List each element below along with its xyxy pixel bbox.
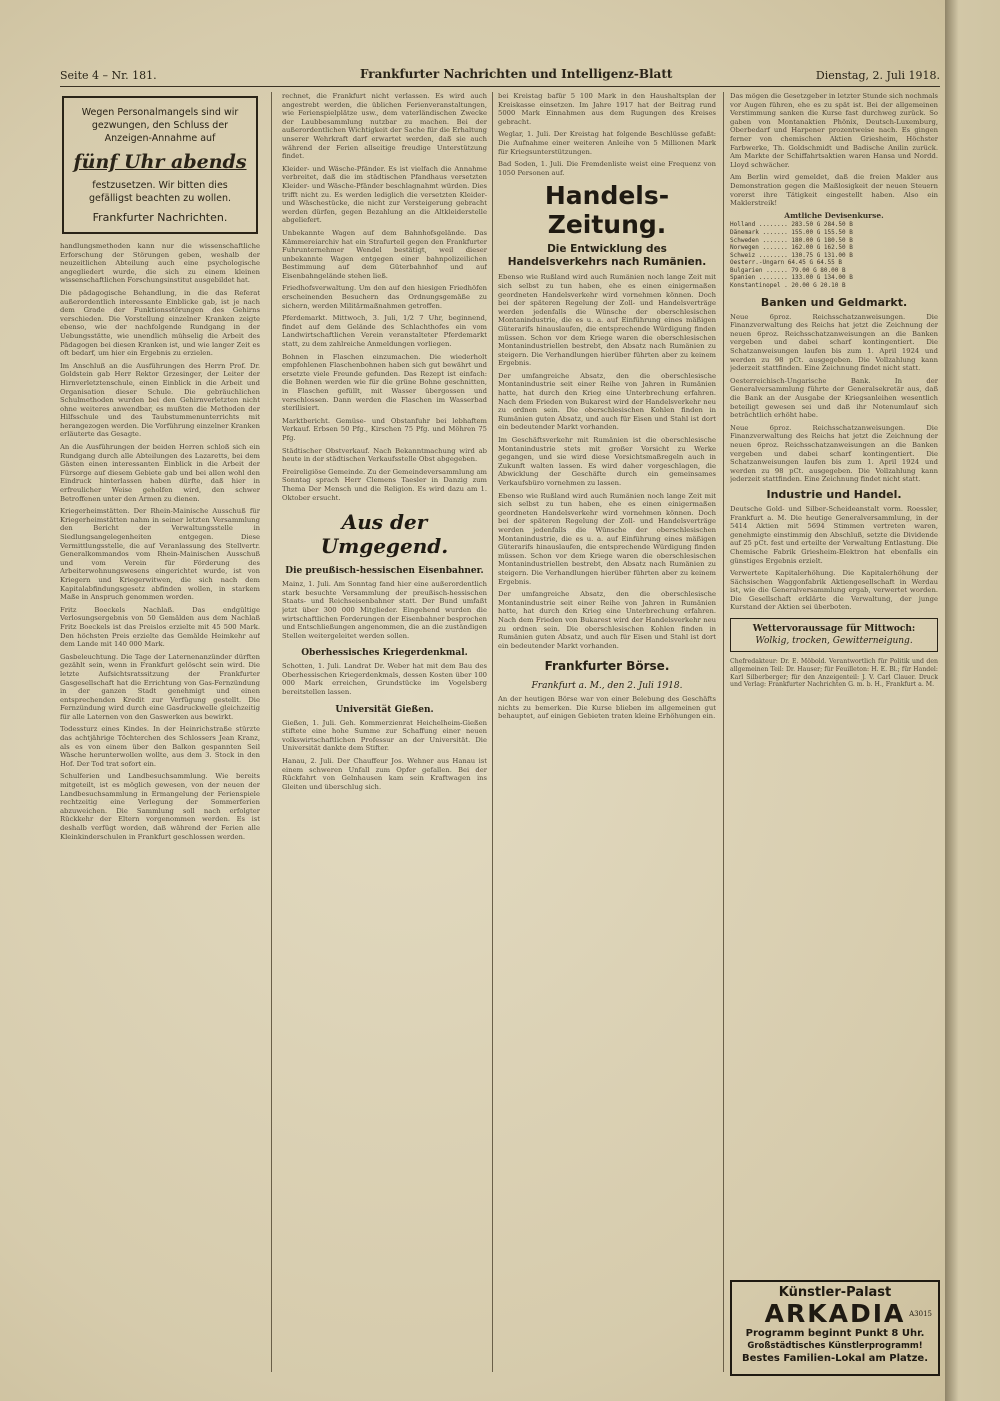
article-paragraph: Das mögen die Gesetzgeber in letzter Stunde sich nochmals vor Augen führen, ehe es zu spät ist. Bei der allgemeinen Verstimmung sanken die Kurse fast durchweg zurück. So gaben von Montanaktien Phönix, Deutsch-Luxemburg, Oberbedarf und Harpener prozentweise nach. Es gingen ferner von chemischen Aktien Griesheim, Höchster Farbwerke, Th. Goldschmidt und Badische Anilin zurück. Am Markte der Schiffahrtsaktien waren Hansa und Nordd. Lloyd schwächer. — [730, 92, 938, 169]
section-heading: Aus der Umgegend. — [320, 510, 449, 559]
column-divider — [271, 92, 272, 1372]
article-heading: Die Entwicklung des Handelsverkehrs nach Rumänien. — [507, 243, 707, 269]
article-paragraph: bei Kreistag bafür 5 100 Mark in den Haushaltsplan der Kreiskasse einsetzen. Im Jahre 1917 hat der Beitrag rund 5000 Mark Einnahmen aus dem Rugungen des Kreises gebracht. — [498, 92, 716, 126]
article-paragraph: Hanau, 2. Juli. Der Chauffeur Jos. Wehner aus Hanau ist einem schweren Unfall zum Opfer gefallen. Bei der Rückfahrt von Gelnhausen kam sein Kraftwagen ins Gleiten und überschlug sich. — [282, 757, 487, 791]
section-heading: Banken und Geldmarkt. — [760, 295, 908, 309]
ad-name: ARKADIA — [764, 1299, 906, 1328]
imprint: Chefredakteur: Dr. E. Möbold. Verantwortlich für Politik und den allgemeinen Teil: Dr. Hauser; für Feuilleton: H. E. Bl.; für Handel: Karl Silberberger; für den Anzeigenteil: J. V. Carl Clauer. Druck und Verlag: Frankfurter Nachrichten G. m. b. H., Frankfurt a. M. — [730, 658, 938, 689]
article-paragraph: Gießen, 1. Juli. Geh. Kommerzienrat Heichelheim-Gießen stiftete eine hohe Summe zur Schaffung einer neuen volkswirtschaftlichen Professur an der Universität. Die Universität dankte dem Stifter. — [282, 718, 487, 753]
exchange-rate-table — [730, 212, 938, 290]
article-heading: Die preußisch-hessischen Eisenbahner. — [285, 566, 484, 577]
article-paragraph: Die pädagogische Behandlung, in die das Referat außerordentlich interessante Einblicke gab, ist je nach dem Grade der Funktionsstörungen des Gehirns verschieden. Die Vorstellung einzelner Kranken zeigte ebenso, wie der nachfolgende Rundgang in der Uebungsstätte, wie unendlich mühselig die Arbeit des Pädagogen bei diesen Kranken ist, und wie langer Zeit es oft bedarf, um hier ein Ergebnis zu erzielen. — [60, 288, 260, 358]
article-paragraph: Im Geschäftsverkehr mit Rumänien ist die oberschlesische Montanindustrie stets mit großer Vorsicht zu Werke gegangen, und sie wird diese Vorsichtsmaßregeln auch in Zukunft walten lassen. Es wird daher vorgeschlagen, die Abwicklung der Geschäfte durch ein gemeinsames Verkaufsbüro vornehmen zu lassen. — [498, 436, 716, 487]
ad-code: A3015 — [909, 1310, 932, 1318]
article-paragraph: Bad Soden, 1. Juli. Die Fremdenliste weist eine Frequenz von 1050 Personen auf. — [498, 160, 716, 177]
article-paragraph: Ebenso wie Rußland wird auch Rumänien noch lange Zeit mit sich selbst zu tun haben, ehe es einen einigermaßen geordneten Handelsverkehr wird vornehmen können. Doch bei der späteren Regelung der Zoll- und Handelsverträge werden jedenfalls die Wünsche der oberschlesischen Montanindustrie, die es u. a. auf Einführung eines mäßigen Güterarifs hinauslaufen, die entsprechende Würdigung finden müssen. Schon vor dem Kriege waren die oberschlesischen Montanindustriellen bestrebt, den Absatz nach Rumänien zu steigern. Die Verhandlungen hierüber führten aber zu keinem Ergebnis. — [498, 491, 716, 586]
issue-date: Dienstag, 2. Juli 1918. — [815, 69, 940, 82]
notice-text: festzusetzen. Wir bitten dies gefälligst beachten zu wollen. — [88, 180, 231, 204]
article-paragraph: Todessturz eines Kindes. In der Heinrichstraße stürzte das achtjährige Töchterchen des Schlossers Jean Kranz, als es von einem über den Balkon gespannten Seil Wäsche herunterwollen wollte, aus dem 3. Stock in den Hof. Der Tod trat sofort ein. — [60, 725, 260, 768]
column-4 — [730, 92, 938, 1272]
article-paragraph: handlungsmethoden kann nur die wissenschaftliche Erforschung der Störungen geben, weshalb der neuzeitlichen Abteilung auch eine psychologische angegliedert wurde, die sich zu einem kleinen wissenschaftlichen Forschungsinstitut ausgebildet hat. — [60, 242, 260, 285]
article-paragraph: Städtischer Obstverkauf. Nach Bekanntmachung wird ab heute in der städtischen Verkaufsstelle Obst abgegeben. — [282, 446, 487, 464]
article-paragraph: Oesterreichisch-Ungarische Bank. In der Generalversammlung führte der Generalsekretär aus, daß die Bank an der Ausgabe der Kriegsanleihen wesentlich beteiligt gewesen sei und daß ihr Notenumlauf sich beträchtlich erhöht habe. — [730, 376, 938, 420]
article-paragraph: Freireligiöse Gemeinde. Zu der Gemeindeversammlung am Sonntag sprach Herr Clemens Taesler in Danzig zum Thema Der Mensch und die Religion. Es wird dazu am 1. Oktober ersucht. — [282, 467, 487, 502]
article-heading: Oberhessisches Kriegerdenkmal. — [301, 648, 468, 659]
article-paragraph: Deutsche Gold- und Silber-Scheideanstalt vorm. Roessler, Frankfurt a. M. Die heutige Generalversammlung, in der 5414 Aktien mit 5694 Stimmen vertreten waren, genehmigte einstimmig den Abschluß, setzte die Dividende auf 25 pCt. fest und erteilte der Verwaltung Entlastung. Die Chemische Fabrik Griesheim-Elektron hat ebenfalls ein günstiges Ergebnis erzielt. — [730, 504, 938, 565]
article-paragraph: An die Ausführungen der beiden Herren schloß sich ein Rundgang durch alle Abteilungen des Lazaretts, bei dem Gästen einen interessanten Einblick in die Arbeit der Fürsorge auf diesem Gebiete gab und bei allen wohl den Eindruck hinterlassen haben dürfte, daß hier in erfreulicher Weise geholfen wird, den schwer Betroffenen unter den Armen zu dienen. — [60, 443, 260, 503]
table-row: Spanien ........ 133.00 G 134.00 B — [730, 274, 853, 282]
ad-line: Großstädtisches Künstlerprogramm! — [747, 1341, 923, 1351]
arkadia-advertisement — [730, 1280, 940, 1376]
article-paragraph: Friedhofsverwaltung. Um den auf den hiesigen Friedhöfen erscheinenden Besuchern das Ordnungsgemäße zu sichern, werden Militärmaßnahmen getroffen. — [282, 284, 487, 310]
article-paragraph: Neue 6proz. Reichsschatzanweisungen. Die Finanzverwaltung des Reichs hat jetzt die Zeichnung der neuen 6proz. Reichsschatzanweisungen an die Banken vergeben und dabei scharf kontingentiert. Die Schatzanweisungen laufen bis zum 1. April 1924 und werden zu 98 pCt. ausgegeben. Die Vollzahlung kann jederzeit stattfinden. Eine Zeichnung findet nicht statt. — [730, 312, 938, 373]
article-paragraph: rechnet, die Frankfurt nicht verlassen. Es wird auch angestrebt werden, die üblichen Ferienveranstaltungen, wie Ferienspielplätze usw., dem vaterländischen Zwecke der Laubbesammlung nutzbar zu machen. Bei der außerordentlichen Wichtigkeit der Sache für die Erhaltung unserer Wehrkraft darf erwartet werden, daß sie auch während der Ferien allseitige freudige Unterstützung findet. — [282, 92, 487, 161]
article-paragraph: Pferdemarkt. Mittwoch, 3. Juli, 1/2 7 Uhr, beginnend, findet auf dem Gelände des Schlachthofes ein vom Landwirtschaftlichen Verein veranstalteter Pferdemarkt statt, zu dem zahlreiche Anmeldungen vorliegen. — [282, 314, 487, 349]
weather-forecast: Wolkig, trocken, Gewitterneigung. — [755, 636, 913, 647]
article-paragraph: Ebenso wie Rußland wird auch Rumänien noch lange Zeit mit sich selbst zu tun haben, ehe es einen einigermaßen geordneten Handelsverkehr wird vornehmen können. Doch bei der späteren Regelung der Zoll- und Handelsverträge werden jedenfalls die Wünsche der oberschlesischen Montanindustrie, die es u. a. auf Einführung eines mäßigen Güterarifs hinauslaufen, die entsprechende Würdigung finden müssen. Schon vor dem Kriege waren die oberschlesischen Montanindustriellen bestrebt, den Absatz nach Rumänien zu steigern. Die Verhandlungen hierüber führten aber zu keinem Ergebnis. — [498, 273, 716, 368]
weather-title: Wettervoraussage für Mittwoch: — [752, 624, 916, 635]
article-paragraph: Kriegerheimstätten. Der Rhein-Mainische Ausschuß für Kriegerheimstätten nahm in seiner letzten Versammlung den Bericht der Verwaltungsstelle in Siedlungsangelegenheiten entgegen. Diese Vermittlungsstelle, die auf Veranlassung des Stellvertr. Generalkommandos vom Rhein-Mainischen Ausschuß und vom Verein für Förderung des Arbeiterwohnungswesens eingerichtet wurde, ist von Kriegern und Kriegerwitwen, die sich nach dem Kapitalabfindungsgesetz abfinden wollen, in starkem Maße in Anspruch genommen worden. — [60, 507, 260, 602]
table-row: Schweden ....... 180.00 G 180.50 B — [730, 236, 853, 244]
table-row: Dänemark ....... 155.00 G 155.50 B — [730, 228, 853, 236]
column-1 — [60, 92, 260, 1377]
notice-text: Wegen Personalmangels sind wir gezwungen, den Schluss der Anzeigen-Annahme auf — [81, 107, 239, 144]
dateline: Frankfurt a. M., den 2. Juli 1918. — [531, 681, 683, 692]
section-heading: Handels-Zeitung. — [544, 181, 670, 240]
article-paragraph: Kleider- und Wäsche-Pfänder. Es ist vielfach die Annahme verbreitet, daß die im städtischen Pfandhaus versetzten Kleider- und Wäsche-Pfänder beschlagnahmt würden. Dies trifft nicht zu. Es werden lediglich die versetzten Kleider- und Wäschestücke, die nicht zur Versteigerung gebracht werden dürfen, gegen Bezahlung an die Altkleiderstelle abgeliefert. — [282, 164, 487, 225]
column-2 — [282, 92, 487, 1377]
article-paragraph: Weglar, 1. Juli. Der Kreistag hat folgende Beschlüsse gefaßt: Die Aufnahme einer weiteren Anleihe von 5 Millionen Mark für Kriegsunterstützungen. — [498, 130, 716, 156]
table-row: Holland ........ 283.50 G 284.50 B — [730, 221, 853, 229]
table-row: Schweiz ........ 130.75 G 131.00 B — [730, 251, 853, 259]
column-divider — [723, 92, 724, 1372]
article-paragraph: Marktbericht. Gemüse- und Obstanfuhr bei lebhaftem Verkauf. Erbsen 50 Pfg., Kirschen 75 Pfg. und Möhren 75 Pfg. — [282, 416, 487, 442]
table-title: Amtliche Devisenkurse. — [784, 210, 884, 220]
article-paragraph: An der heutigen Börse war von einer Belebung des Geschäfts nichts zu bemerken. Die Kurse blieben im allgemeinen gut behauptet, auf einigen Gebieten traten kleine Erhöhungen ein. — [498, 695, 716, 721]
ad-title: Künstler-Palast — [778, 1285, 892, 1300]
article-paragraph: Bohnen in Flaschen einzumachen. Die wiederholt empfohlenen Flaschenbohnen haben sich gut bewährt und ersetzte viele Freunde gefunden. Das Rezept ist einfach: die Bohnen werden wie für die grüne Bohne geschnitten, in Flaschen gefüllt, mit Wasser übergossen und verschlossen. Dann werden die Flaschen im Wasserbad sterilisiert. — [282, 352, 487, 413]
article-paragraph: Der umfangreiche Absatz, den die oberschlesische Montanindustrie seit einer Reihe von Jahren in Rumänien hatte, hat durch den Krieg eine Unterbrechung erfahren. Nach dem Frieden von Bukarest wird der Handelsverkehr neu zu ordnen sein. Die oberschlesischen Kohlen finden in Rumänien guten Absatz, und auch für Eisen und Stahl ist dort ein bedeutender Markt vorhanden. — [498, 590, 716, 650]
table-row: Konstantinopel . 20.00 G 20.10 B — [730, 282, 846, 290]
page-header — [60, 66, 940, 86]
table-row: Norwegen ....... 162.00 G 162.50 B — [730, 244, 853, 252]
article-paragraph: Schotten, 1. Juli. Landrat Dr. Weber hat mit dem Bau des Oberhessischen Kriegerdenkmals, dessen Kosten über 100 000 Mark erreichen, Grundstücke im Vogelsberg bereitstellen lassen. — [282, 662, 487, 697]
article-paragraph: Gasbeleuchtung. Die Tage der Laternenanzünder dürften gezählt sein, wenn in Frankfurt gelöscht sein wird. Die letzte Aufsichtsratssitzung der Frankfurter Gasgesellschaft hat die Errichtung von Gas-Fernzündung in der ganzen Stadt genehmigt und einen entsprechenden Kredit zur Verfügung gestellt. Die Fernzündung wird durch eine Gasdruckwelle gleichzeitig für alle Laternen von den Gaswerken aus bewirkt. — [60, 652, 260, 721]
page-binding — [945, 0, 1000, 1401]
article-paragraph: Unbekannte Wagen auf dem Bahnhofsgelände. Das Kämmereiarchiv hat ein Strafurteil gegen den Frankfurter Fuhrunternehmer Wendel bestätigt, weil dieser unbekannte Wagen entgegen einer bahnpolizeilichen Bestimmung auf dem Güterbahnhof und auf Eisenbahngelände stehen ließ. — [282, 228, 487, 280]
ad-footer: Bestes Familien-Lokal am Platze. — [742, 1353, 928, 1364]
article-heading: Universität Gießen. — [335, 704, 434, 715]
article-paragraph: Im Anschluß an die Ausführungen des Herrn Prof. Dr. Goldstein gab Herr Rektor Grzesinger, der Leiter der Hirnverletztenschule, einen Einblick in die Arbeit und Organisation dieser Schule. Die gebräuchlichen Schulmethoden wurden bei den Gehirnverletzten nicht ohne weiteres anwendbar, es mußten die Methoden der Hilfsschule und des Taubstummenunterrichts mit herangezogen werden. Die Vorführung einzelner Kranken erläuterte das Gesagte. — [60, 361, 260, 439]
article-paragraph: Fritz Boeckels Nachlaß. Das endgültige Verlosungsergebnis von 50 Gemälden aus dem Nachlaß Fritz Boeckels ist das Preislos erzielte mit 45 500 Mark. Den höchsten Preis erzielte das Gemälde Heimkehr auf dem Lande mit 140 000 Mark. — [60, 605, 260, 649]
notice-signature: Frankfurter Nachrichten. — [92, 211, 228, 224]
column-divider — [492, 92, 493, 1372]
masthead: Frankfurter Nachrichten und Intelligenz-Blatt — [360, 67, 673, 81]
weather-box — [730, 618, 938, 652]
header-rule — [60, 86, 940, 87]
article-paragraph: Mainz, 1. Juli. Am Sonntag fand hier eine außerordentlich stark besuchte Versammlung der preußisch-hessischen Staats- und Reichseisenbahner statt. Der Bund umfaßt jetzt über 300 000 Mitglieder. Eingehend wurden die wirtschaftlichen Forderungen der Eisenbahner besprochen und Entschließungen angenommen, die an die zuständigen Stellen weitergeleitet werden sollen. — [282, 580, 487, 640]
page-number: Seite 4 – Nr. 181. — [60, 69, 157, 82]
table-row: Bulgarien ...... 79.00 G 80.00 B — [730, 266, 846, 274]
column-3 — [498, 92, 716, 1377]
ad-program: Programm beginnt Punkt 8 Uhr. — [745, 1328, 925, 1339]
section-heading: Frankfurter Börse. — [544, 659, 670, 674]
article-paragraph: Neue 6proz. Reichsschatzanweisungen. Die Finanzverwaltung des Reichs hat jetzt die Zeichnung der neuen 6proz. Reichsschatzanweisungen an die Banken vergeben und dabei scharf kontingentiert. Die Schatzanweisungen laufen bis zum 1. April 1924 und werden zu 98 pCt. ausgegeben. Die Vollzahlung kann jederzeit stattfinden. Eine Zeichnung findet nicht statt. — [730, 423, 938, 484]
table-row: Oesterr.-Ungarn 64.45 G 64.55 B — [730, 259, 842, 267]
article-paragraph: Schulferien und Landbesuchsammlung. Wie bereits mitgeteilt, ist es möglich gewesen, von der neuen der Landbesuchsammlung in Ermangelung der Ferienspiele rechtzeitig eine Verlegung der Sommerferien abzuweichen. Die Sammlung soll nach erfolgter Rückkehr der Eltern vorgenommen werden. Es ist deshalb verfügt worden, daß während der Ferien alle Kleinkinderschulen in Frankfurt geschlossen werden. — [60, 772, 260, 841]
notice-box — [62, 96, 258, 234]
section-heading: Industrie und Handel. — [766, 487, 902, 501]
article-paragraph: Am Berlin wird gemeldet, daß die freien Makler aus Demonstration gegen die Maßlosigkeit der neuen Steuern vorerst ihre Tätigkeit eingestellt haben. Also ein Maklerstreik! — [730, 173, 938, 208]
notice-highlight: fünf Uhr abends — [73, 151, 247, 173]
article-paragraph: Der umfangreiche Absatz, den die oberschlesische Montanindustrie seit einer Reihe von Jahren in Rumänien hatte, hat durch den Krieg eine Unterbrechung erfahren. Nach dem Frieden von Bukarest wird der Handelsverkehr neu zu ordnen sein. Die oberschlesischen Kohlen finden in Rumänien guten Absatz, und auch für Eisen und Stahl ist dort ein bedeutender Markt vorhanden. — [498, 371, 716, 432]
article-paragraph: Verwertete Kapitalerhöhung. Die Kapitalerhöhung der Sächsischen Waggonfabrik Aktiengesellschaft in Werdau ist, wie die Generalversammlung ergab, verwertet worden. Die Gesellschaft erklärte die Verwaltung, der junge Kurstand der Aktien sei überboten. — [730, 569, 938, 612]
